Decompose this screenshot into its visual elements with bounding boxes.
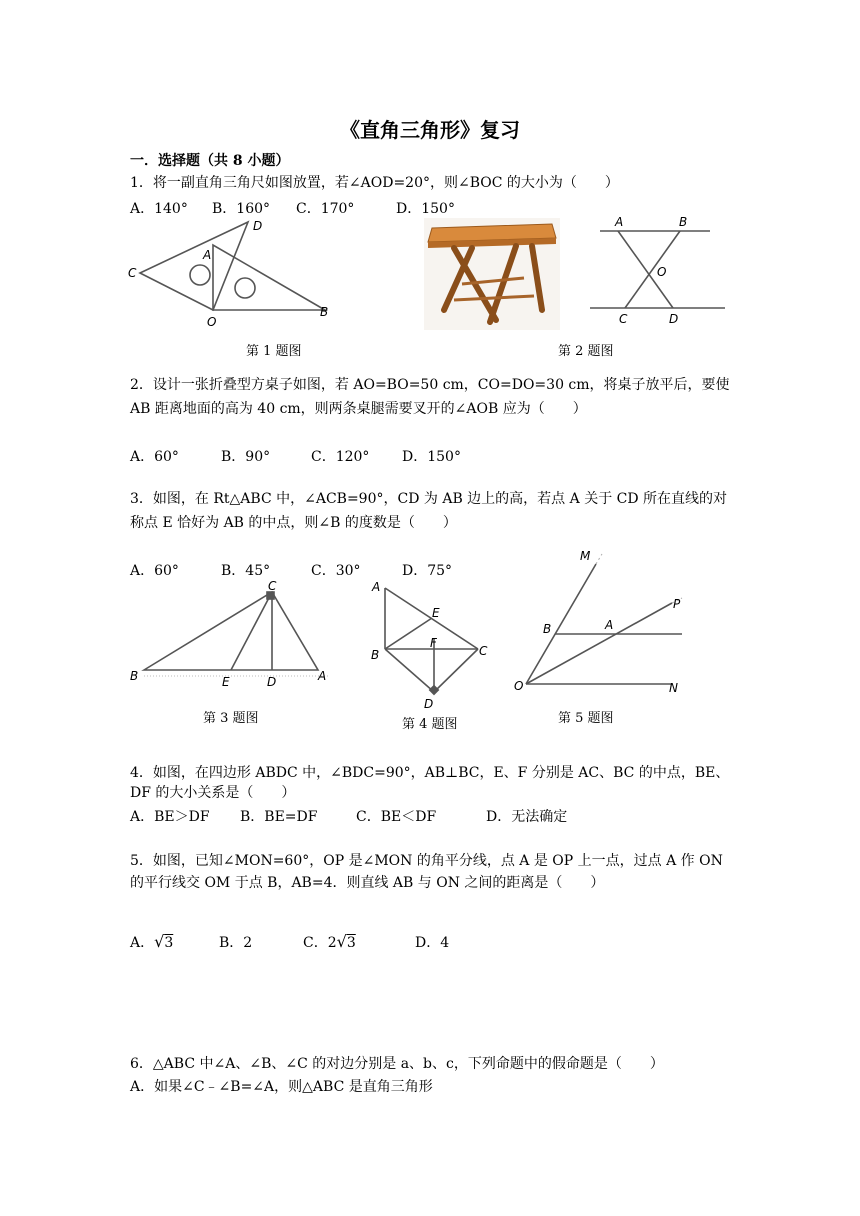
fig2-label-o: O xyxy=(657,265,667,279)
fig5-label-n: N xyxy=(669,681,678,695)
figure-2 xyxy=(585,212,735,327)
q2-line2: AB 距离地面的高为 40 cm，则两条桌腿需要叉开的∠AOB 应为（ ） xyxy=(130,401,587,417)
fig1-caption: 第 1 题图 xyxy=(246,344,302,359)
q2-option-d: D．150° xyxy=(402,449,461,465)
fig2-caption: 第 2 题图 xyxy=(558,344,614,359)
q4-line2: DF 的大小关系是（ ） xyxy=(130,785,296,801)
q2-option-a: A．60° xyxy=(130,449,179,465)
fig5-label-p: P xyxy=(673,597,681,611)
figure-3 xyxy=(128,578,338,693)
q3-option-c: C．30° xyxy=(311,563,361,579)
fig2-label-d: D xyxy=(669,312,679,326)
figure-1 xyxy=(125,215,345,330)
q1-option-b: B．160° xyxy=(212,201,271,217)
q3-option-a: A．60° xyxy=(130,563,179,579)
q5-option-d: D．4 xyxy=(415,935,450,951)
fig5-caption: 第 5 题图 xyxy=(558,711,614,726)
fig1-label-d: D xyxy=(253,219,263,233)
q5-line1: 5．如图，已知∠MON=60°，OP 是∠MON 的角平分线，点 A 是 OP 上一点，过点 A 作 ON xyxy=(130,853,723,869)
fig3-label-b: B xyxy=(130,669,139,683)
fig1-label-a: A xyxy=(203,248,212,262)
q2-option-b: B．90° xyxy=(221,449,271,465)
section-heading: 一．选择题（共 8 小题） xyxy=(130,153,290,169)
q5-option-c-coef: 2 xyxy=(327,935,337,951)
fig1-label-o: O xyxy=(207,315,217,329)
fig4-label-e: E xyxy=(432,606,440,620)
fig3-label-c: C xyxy=(268,579,277,593)
q5-option-a-radicand: 3 xyxy=(164,935,174,951)
fig4-label-c: C xyxy=(479,644,488,658)
fig4-label-b: B xyxy=(371,648,380,662)
q4-option-b: B．BE=DF xyxy=(240,809,318,825)
fig5-label-a: A xyxy=(605,618,614,632)
fig1-label-c: C xyxy=(128,266,137,280)
q6-line1: 6．△ABC 中∠A、∠B、∠C 的对边分别是 a、b、c，下列命题中的假命题是（ ） xyxy=(130,1056,664,1072)
fig4-label-d: D xyxy=(424,697,434,711)
fig5-label-m: M xyxy=(580,549,591,563)
q4-option-a: A．BE＞DF xyxy=(130,809,210,825)
fig4-caption: 第 4 题图 xyxy=(402,717,458,732)
q5-option-b: B．2 xyxy=(219,935,253,951)
q2-line1: 2．设计一张折叠型方桌子如图，若 AO=BO=50 cm，CO=DO=30 cm，将桌子放平后，要使 xyxy=(130,377,730,393)
q1-option-a: A．140° xyxy=(130,201,188,217)
q5-option-c: C．2√3 xyxy=(303,932,356,951)
q3-option-d: D．75° xyxy=(402,563,453,579)
q4-option-d: D．无法确定 xyxy=(486,809,568,825)
fig1-label-b: B xyxy=(320,305,329,319)
q4-option-c: C．BE＜DF xyxy=(356,809,437,825)
fig4-label-f: F xyxy=(430,636,437,650)
q1-option-c: C．170° xyxy=(296,201,355,217)
fig3-caption: 第 3 题图 xyxy=(203,711,259,726)
q1-option-d: D．150° xyxy=(396,201,455,217)
q4-line1: 4．如图，在四边形 ABDC 中，∠BDC=90°，AB⊥BC，E、F 分别是 AC、BC 的中点，BE、 xyxy=(130,765,730,781)
q3-option-b: B．45° xyxy=(221,563,271,579)
figure-4 xyxy=(368,575,493,711)
fig2-label-c: C xyxy=(619,312,628,326)
fig2-label-a: A xyxy=(615,215,624,229)
table-picture xyxy=(424,218,560,330)
q5-option-c-radicand: 3 xyxy=(346,935,356,951)
fig3-label-d: D xyxy=(267,675,277,689)
figure-5 xyxy=(512,548,697,698)
fig2-label-b: B xyxy=(679,215,688,229)
page-title: 《直角三角形》复习 xyxy=(340,118,520,142)
fig5-label-b: B xyxy=(543,622,552,636)
fig3-label-a: A xyxy=(318,669,327,683)
q3-line2: 称点 E 恰好为 AB 的中点，则∠B 的度数是（ ） xyxy=(130,515,457,531)
q1-text: 1．将一副直角三角尺如图放置，若∠AOD=20°，则∠BOC 的大小为（ ） xyxy=(130,175,619,191)
q3-line1: 3．如图，在 Rt△ABC 中，∠ACB=90°，CD 为 AB 边上的高，若点 A 关于 CD 所在直线的对 xyxy=(130,491,728,507)
fig4-label-a: A xyxy=(372,580,381,594)
q5-option-a: A．√3 xyxy=(130,932,174,951)
fig5-label-o: O xyxy=(514,679,524,693)
q5-line2: 的平行线交 OM 于点 B，AB=4．则直线 AB 与 ON 之间的距离是（ ） xyxy=(130,875,605,891)
q6-option-a: A．如果∠C﹣∠B=∠A，则△ABC 是直角三角形 xyxy=(130,1079,433,1095)
fig3-label-e: E xyxy=(222,675,230,689)
q2-option-c: C．120° xyxy=(311,449,370,465)
